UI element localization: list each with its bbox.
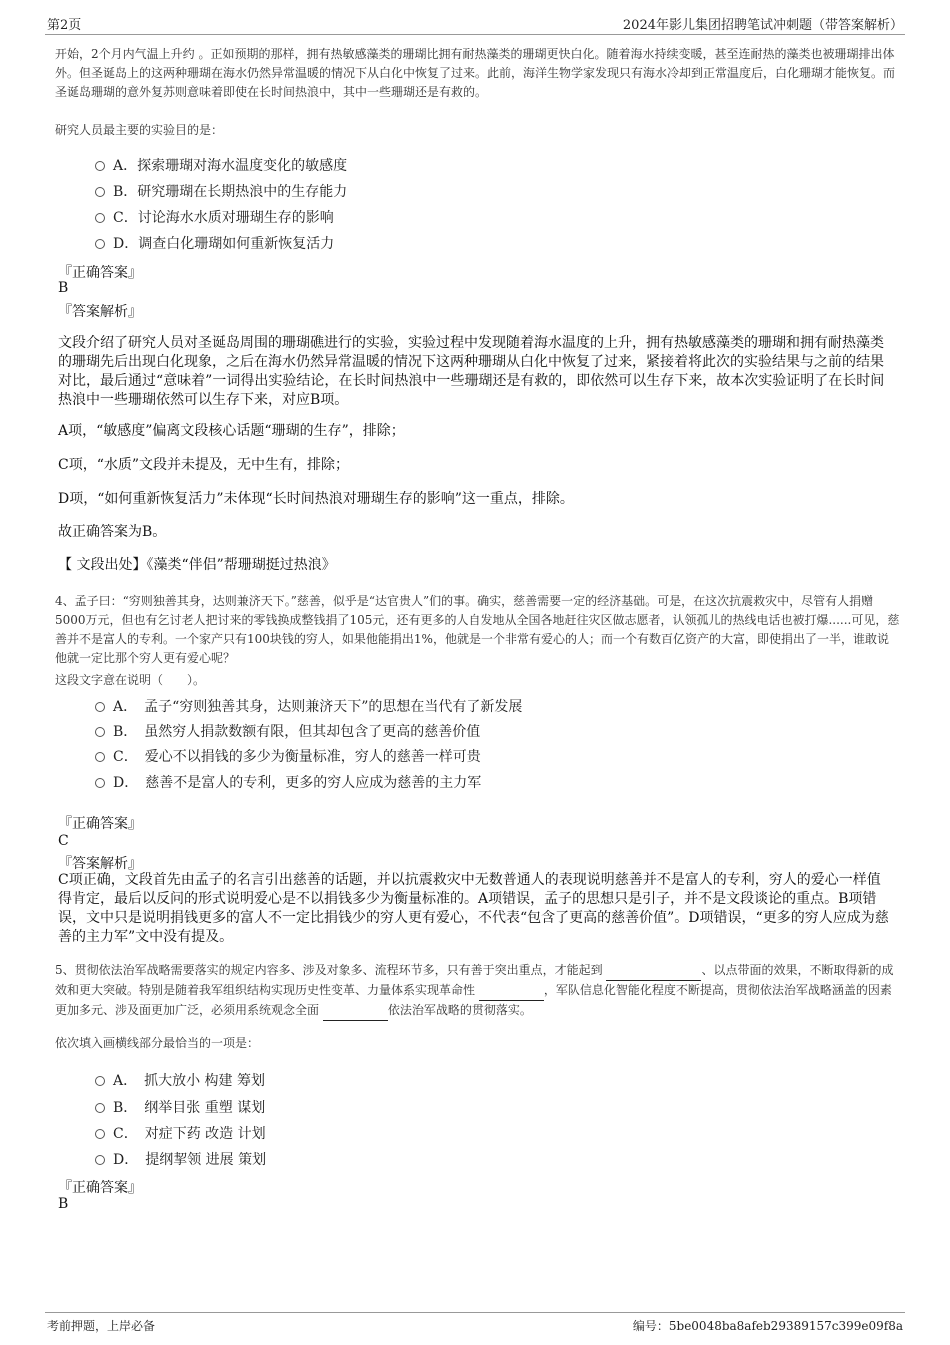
- answer-label: 『正确答案』: [58, 816, 142, 832]
- passage-source: 【 文段出处】《藻类“伴侣”帮珊瑚挺过热浪》: [58, 557, 336, 573]
- document-title: 2024年影儿集团招聘笔试冲刺题（带答案解析）: [622, 18, 903, 33]
- answer-value: B: [58, 1196, 69, 1212]
- option-d[interactable]: D． 提纲挈领 进展 策划: [95, 1149, 266, 1169]
- option-b[interactable]: B．研究珊瑚在长期热浪中的生存能力: [95, 181, 347, 201]
- radio-icon[interactable]: [95, 1129, 105, 1139]
- answer-label: 『正确答案』: [58, 265, 142, 281]
- analysis-label: 『答案解析』: [58, 856, 142, 872]
- option-a[interactable]: A． 孟子“穷则独善其身，达则兼济天下”的思想在当代有了新发展: [95, 696, 522, 716]
- document-code: 编号：5be0048ba8afeb29389157c399e09f8a: [632, 1319, 903, 1333]
- fill-blank-2: [479, 981, 544, 1001]
- option-b[interactable]: B． 虽然穷人捐款数额有限，但其却包含了更高的慈善价值: [95, 721, 480, 741]
- question-prompt: 研究人员最主要的实验目的是：: [55, 123, 224, 137]
- page-number: 第2页: [47, 18, 82, 33]
- radio-icon[interactable]: [95, 213, 105, 223]
- footer-slogan: 考前押题，上岸必备: [47, 1319, 156, 1333]
- page-footer: [45, 1312, 905, 1339]
- answer-value: C: [58, 833, 69, 849]
- option-c[interactable]: C． 爱心不以捐钱的多少为衡量标准，穷人的慈善一样可贵: [95, 746, 481, 766]
- option-a[interactable]: A． 抓大放小 构建 筹划: [95, 1070, 265, 1090]
- radio-icon[interactable]: [95, 752, 105, 762]
- fill-blank-1: [606, 961, 701, 981]
- radio-icon[interactable]: [95, 161, 105, 171]
- radio-icon[interactable]: [95, 727, 105, 737]
- question-stem: 5、贯彻依法治军战略需要落实的规定内容多、涉及对象多、流程环节多，只有善于突出重点，才能起到 、以点带面的效果，不断取得新的成效和更大突破。特别是随着我军组织结构实现历史性变革、力量体系实现革命性 ，军队信息化智能化程度不断提高，贯彻依法治军战略涵盖的因素更加多元、涉及面更加广泛，必须用系统观念全面 依法治军战略的贯彻落实。: [55, 961, 900, 1021]
- fill-blank-3: [323, 1001, 388, 1021]
- option-c[interactable]: C． 对症下药 改造 计划: [95, 1123, 266, 1143]
- analysis-note-d: D项，“如何重新恢复活力”未体现“长时间热浪对珊瑚生存的影响”这一重点，排除。: [58, 491, 574, 507]
- analysis-note-a: A项，“敏感度”偏离文段核心话题“珊瑚的生存”，排除；: [58, 423, 405, 439]
- radio-icon[interactable]: [95, 1155, 105, 1165]
- passage-text: 开始，2个月内气温上升约 。正如预期的那样，拥有热敏感藻类的珊瑚比拥有耐热藻类的珊瑚更快白化。随着海水持续变暖，甚至连耐热的藻类也被珊瑚排出体外。但圣诞岛上的这两种珊瑚在海水仍然异常温暖的情况下从白化中恢复了过来。此前，海洋生物学家发现只有海水冷却到正常温度后，白化珊瑚才能恢复。而圣诞岛珊瑚的意外复苏则意味着即使在长时间热浪中，其中一些珊瑚还是有救的。: [55, 47, 896, 99]
- page-header: [45, 12, 905, 35]
- question-stem: 4、孟子曰：“穷则独善其身，达则兼济天下。”慈善，似乎是“达官贵人”们的事。确实，慈善需要一定的经济基础。可是，在这次抗震救灾中，尽管有人捐赠5000万元，但也有乞讨老人把讨来的零钱换成整钱捐了105元，还有更多的人自发地从全国各地赶往灾区做志愿者，认领孤儿的热线电话也被打爆......可见，慈善并不是富人的专利。一个家产只有100块钱的穷人，如果他能捐出1%，他就是一个非常有爱心的人；而一个有数百亿资产的大富，即使捐出了一半，谁敢说他就一定比那个穷人更有爱心呢？: [55, 594, 900, 665]
- option-d[interactable]: D．调查白化珊瑚如何重新恢复活力: [95, 233, 334, 253]
- analysis-label: 『答案解析』: [58, 304, 142, 320]
- radio-icon[interactable]: [95, 702, 105, 712]
- analysis-conclusion: 故正确答案为B。: [58, 524, 167, 540]
- radio-icon[interactable]: [95, 1103, 105, 1113]
- analysis-text: 文段介绍了研究人员对圣诞岛周围的珊瑚礁进行的实验，实验过程中发现随着海水温度的上升，拥有热敏感藻类的珊瑚和拥有耐热藻类的珊瑚先后出现白化现象，之后在海水仍然异常温暖的情况下这两种珊瑚从白化中恢复了过来，紧接着将此次的实验结果与之前的结果对比，最后通过“意味着”一词得出实验结论，在长时间热浪中一些珊瑚还是有救的，即依然可以生存下来，故本次实验证明了在长时间热浪中一些珊瑚依然可以生存下来，对应B项。: [58, 335, 885, 408]
- option-d[interactable]: D． 慈善不是富人的专利，更多的穷人应成为慈善的主力军: [95, 772, 481, 792]
- option-c[interactable]: C．讨论海水水质对珊瑚生存的影响: [95, 207, 334, 227]
- radio-icon[interactable]: [95, 187, 105, 197]
- analysis-text: C项正确，文段首先由孟子的名言引出慈善的话题，并以抗震救灾中无数普通人的表现说明慈善并不是富人的专利，穷人的爱心一样值得肯定，最后以反问的形式说明爱心是不以捐钱多少为衡量标准的。A项错误，孟子的思想只是引子，并不是文段谈论的重点。B项错误，文中只是说明捐钱更多的富人不一定比捐钱少的穷人更有爱心，不代表“包含了更高的慈善价值”。D项错误，“更多的穷人应成为慈善的主力军”文中没有提及。: [58, 872, 889, 945]
- answer-value: B: [58, 280, 69, 296]
- option-a[interactable]: A．探索珊瑚对海水温度变化的敏感度: [95, 155, 347, 175]
- answer-label: 『正确答案』: [58, 1180, 142, 1196]
- radio-icon[interactable]: [95, 1076, 105, 1086]
- option-b[interactable]: B． 纲举目张 重塑 谋划: [95, 1097, 265, 1117]
- question-prompt: 依次填入画横线部分最恰当的一项是：: [55, 1036, 260, 1050]
- radio-icon[interactable]: [95, 239, 105, 249]
- analysis-note-c: C项，“水质”文段并未提及，无中生有，排除；: [58, 457, 350, 473]
- radio-icon[interactable]: [95, 778, 105, 788]
- question-prompt: 这段文字意在说明（ ）。: [55, 673, 206, 687]
